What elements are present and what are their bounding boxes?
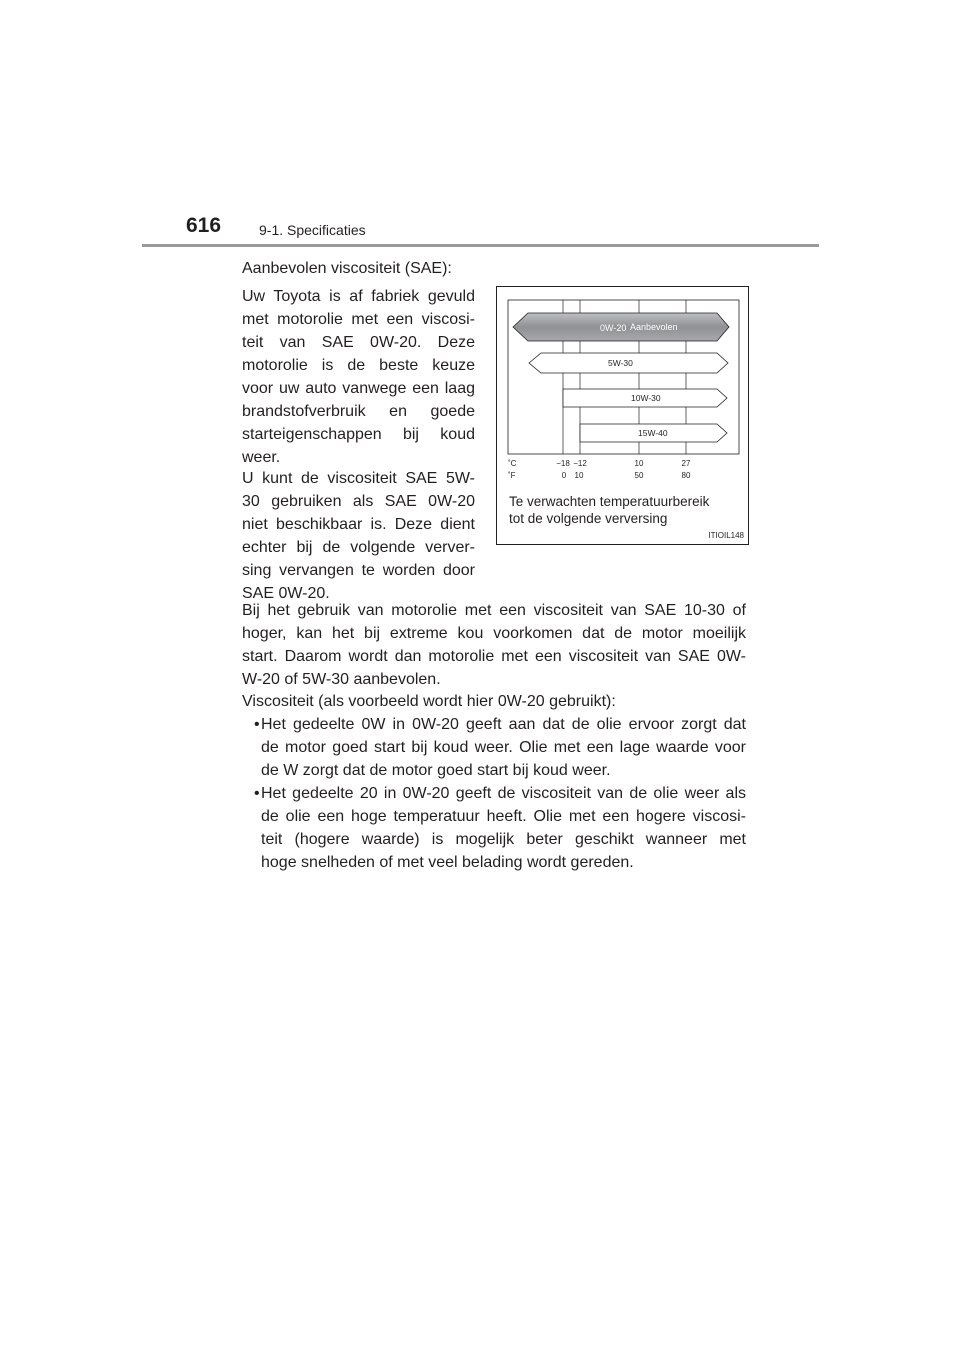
grade-label-5w30: 5W-30 [608, 358, 633, 368]
text-line: SAE 0W-20. [242, 585, 330, 602]
text-line: de motor goed start bij koud weer. Olie met een lage waarde voor [261, 739, 746, 756]
viscosity-intro: Viscositeit (als voorbeeld wordt hier 0W-20 gebruikt): [242, 693, 616, 710]
text-line: starteigenschappen bij koud [242, 426, 475, 443]
tick-f: 0 [561, 471, 567, 480]
grade-label-10w30: 10W-30 [631, 393, 661, 403]
text-line: Het gedeelte 20 in 0W-20 geeft de viscositeit van de olie weer als [261, 785, 746, 802]
text-line: U kunt de viscositeit SAE 5W- [242, 470, 475, 487]
text-line: de W zorgt dat de motor goed start bij koud weer. [261, 762, 611, 779]
tick-c: −12 [573, 459, 587, 468]
paragraph-factory-oil [242, 285, 475, 469]
viscosity-chart-figure [496, 286, 749, 545]
text-line: Bij het gebruik van motorolie met een viscositeit van SAE 10-30 of [242, 602, 746, 619]
section-title: 9-1. Specificaties [259, 222, 366, 238]
figure-code: ITIOIL148 [708, 531, 744, 540]
caption-line: Te verwachten temperatuurbereik [509, 494, 710, 509]
text-line: Uw Toyota is af fabriek gevuld [242, 288, 475, 305]
bullet-icon: • [254, 716, 260, 733]
text-line: weer. [242, 449, 281, 466]
text-line: sing vervangen te worden door [242, 562, 475, 579]
text-line: hoge snelheden of met veel belading wordt gereden. [261, 854, 634, 871]
text-line: de olie een hoge temperatuur heeft. Olie met een hogere viscosi- [261, 808, 746, 825]
text-line: echter bij de volgende verver- [242, 539, 475, 556]
tick-c: 27 [681, 459, 691, 468]
grade-label-15w40: 15W-40 [638, 428, 668, 438]
text-line: start. Daarom wordt dan motorolie met een viscositeit van SAE 0W- [242, 648, 746, 665]
text-line: hoger, kan het bij extreme kou voorkomen dat de motor moeilijk [242, 625, 746, 642]
grade-tag-recommended: Aanbevolen [630, 322, 678, 332]
tick-f: 50 [634, 471, 644, 480]
caption-line: tot de volgende verversing [509, 511, 668, 526]
paragraph-alternative-oil [242, 467, 475, 605]
tick-f: 10 [574, 471, 584, 480]
text-line: teit (hogere waarde) is mogelijk beter geschikt wanneer met [261, 831, 746, 848]
page-number: 616 [186, 214, 222, 237]
tick-c: −18 [556, 459, 570, 468]
grade-label-0w20: 0W-20 [600, 323, 627, 333]
axis-unit-celsius: ˚C [508, 459, 517, 468]
text-line: Het gedeelte 0W in 0W-20 geeft aan dat de olie ervoor zorgt dat [261, 716, 746, 733]
bullet-icon: • [254, 785, 260, 802]
text-line: 30 gebruiken als SAE 0W-20 [242, 493, 475, 510]
text-line: voor uw auto vanwege een laag [242, 380, 475, 397]
figure-caption [509, 493, 709, 527]
axis-unit-fahrenheit: ˚F [508, 471, 516, 480]
intro-heading: Aanbevolen viscositeit (SAE): [242, 260, 452, 277]
text-line: teit van SAE 0W-20. Deze [242, 334, 475, 351]
text-line: motorolie is de beste keuze [242, 357, 475, 374]
text-line: met motorolie met een viscosi- [242, 311, 475, 328]
tick-c: 10 [634, 459, 644, 468]
tick-f: 80 [681, 471, 691, 480]
text-line: W-20 of 5W-30 aanbevolen. [242, 671, 441, 688]
text-line: brandstofverbruik en goede [242, 403, 475, 420]
text-line: niet beschikbaar is. Deze dient [242, 516, 475, 533]
paragraph-cold-start [242, 599, 746, 691]
header-rule [142, 244, 819, 247]
